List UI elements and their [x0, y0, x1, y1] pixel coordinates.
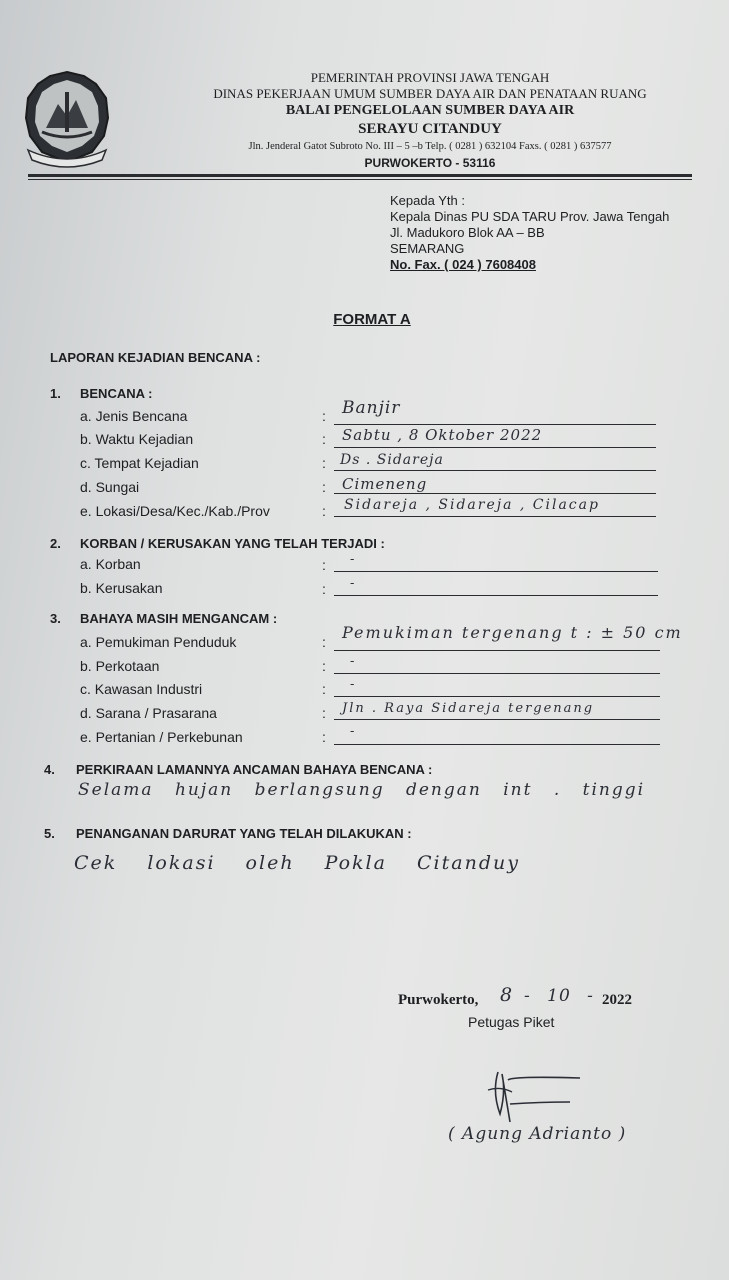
- s1-item-b-colon: :: [322, 431, 326, 447]
- header-line-3: BALAI PENGELOLAAN SUMBER DAYA AIR: [285, 103, 575, 118]
- s1-item-d-line: [334, 493, 656, 494]
- recipient-street: Jl. Madukoro Blok AA – BB: [390, 225, 545, 240]
- recipient-fax: No. Fax. ( 024 ) 7608408: [390, 257, 536, 272]
- provincial-emblem-logo: [22, 70, 112, 170]
- section-5-number: 5.: [44, 826, 55, 841]
- footer-year: 2022: [602, 992, 632, 1008]
- footer-place: Purwokerto,: [398, 992, 479, 1008]
- s2-item-a-line: [334, 571, 658, 572]
- recipient-city: SEMARANG: [390, 241, 465, 256]
- header-line-4: SERAYU CITANDUY: [358, 121, 502, 137]
- footer-signer-name: ( Agung Adrianto ): [448, 1124, 627, 1144]
- s1-item-c-line: [334, 470, 656, 471]
- section-1-title: BENCANA :: [80, 386, 153, 401]
- s1-item-d-label: d. Sungai: [80, 479, 140, 495]
- s3-item-d-label: d. Sarana / Prasarana: [80, 705, 217, 721]
- s3-item-b-line: [334, 673, 660, 674]
- s3-item-e-line: [334, 744, 660, 745]
- recipient-greeting: Kepada Yth :: [390, 193, 465, 208]
- section-5-value: Cek lokasi oleh Pokla Citanduy: [74, 852, 520, 874]
- header-line-2: DINAS PEKERJAAN UMUM SUMBER DAYA AIR DAN PENATAAN RUANG: [213, 86, 647, 101]
- s3-item-c-line: [334, 696, 660, 697]
- header-rule-thin: [28, 179, 692, 180]
- header-city: PURWOKERTO - 53116: [364, 156, 496, 170]
- s2-item-b-colon: :: [322, 581, 326, 597]
- handwritten-signature: [470, 1052, 590, 1132]
- s3-item-a-label: a. Pemukiman Penduduk: [80, 634, 237, 650]
- s1-item-c-value: Ds . Sidareja: [340, 452, 444, 468]
- s1-item-a-colon: :: [322, 408, 326, 424]
- section-2-number: 2.: [50, 536, 61, 551]
- s1-item-e-line: [334, 516, 656, 517]
- s1-item-b-value: Sabtu , 8 Oktober 2022: [342, 426, 543, 444]
- s1-item-d-value: Cimeneng: [342, 475, 428, 493]
- section-1-number: 1.: [50, 386, 61, 401]
- s3-item-a-colon: :: [322, 634, 326, 650]
- recipient-name: Kepala Dinas PU SDA TARU Prov. Jawa Tengah: [390, 209, 670, 224]
- header-line-1: PEMERINTAH PROVINSI JAWA TENGAH: [310, 70, 550, 85]
- s3-item-e-label: e. Pertanian / Perkebunan: [80, 729, 243, 745]
- section-4-value: Selama hujan berlangsung dengan int . tinggi: [78, 780, 646, 800]
- s3-item-c-label: c. Kawasan Industri: [80, 681, 203, 697]
- form-title: FORMAT A: [333, 311, 411, 328]
- s2-item-a-value: -: [350, 552, 356, 567]
- s1-item-e-colon: :: [322, 503, 326, 519]
- header-address: Jln. Jenderal Gatot Subroto No. III – 5 –b Telp. ( 0281 ) 632104 Faxs. ( 0281 ) 637577: [248, 141, 612, 152]
- s1-item-a-line: [334, 424, 656, 425]
- section-4-title: PERKIRAAN LAMANNYA ANCAMAN BAHAYA BENCANA :: [76, 762, 433, 777]
- s2-item-a-colon: :: [322, 557, 326, 573]
- s1-item-a-label: a. Jenis Bencana: [80, 408, 188, 424]
- s1-item-c-colon: :: [322, 455, 326, 471]
- section-4-number: 4.: [44, 762, 55, 777]
- s2-item-b-value: -: [350, 576, 356, 591]
- s2-item-b-label: b. Kerusakan: [80, 580, 163, 596]
- s2-item-a-label: a. Korban: [80, 556, 141, 572]
- s1-item-b-label: b. Waktu Kejadian: [80, 431, 194, 447]
- section-5-title: PENANGANAN DARURAT YANG TELAH DILAKUKAN :: [76, 826, 412, 841]
- s1-item-b-line: [334, 447, 656, 448]
- section-2-title: KORBAN / KERUSAKAN YANG TELAH TERJADI :: [80, 536, 385, 551]
- s3-item-a-line: [334, 650, 660, 651]
- s3-item-b-label: b. Perkotaan: [80, 658, 160, 674]
- s3-item-c-colon: :: [322, 681, 326, 697]
- section-3-number: 3.: [50, 611, 61, 626]
- s1-item-a-value: Banjir: [342, 398, 401, 418]
- header-rule-thick: [28, 174, 692, 177]
- footer-role: Petugas Piket: [468, 1014, 555, 1030]
- s2-item-b-line: [334, 595, 658, 596]
- s3-item-e-colon: :: [322, 729, 326, 745]
- s3-item-b-colon: :: [322, 658, 326, 674]
- s3-item-c-value: -: [350, 677, 356, 692]
- s1-item-e-label: e. Lokasi/Desa/Kec./Kab./Prov: [80, 503, 270, 519]
- s3-item-a-value: Pemukiman tergenang t : ± 50 cm: [342, 623, 683, 642]
- s3-item-e-value: -: [350, 724, 356, 739]
- footer-date-day: 8: [500, 984, 514, 1006]
- s3-item-d-value: Jln . Raya Sidareja tergenang: [342, 701, 595, 716]
- s1-item-e-value: Sidareja , Sidareja , Cilacap: [344, 497, 600, 513]
- s3-item-d-colon: :: [322, 705, 326, 721]
- s3-item-d-line: [334, 719, 660, 720]
- section-3-title: BAHAYA MASIH MENGANCAM :: [80, 611, 278, 626]
- s1-item-d-colon: :: [322, 479, 326, 495]
- report-heading: LAPORAN KEJADIAN BENCANA :: [50, 350, 261, 365]
- footer-date-month: - 10 -: [524, 986, 594, 1006]
- s1-item-c-label: c. Tempat Kejadian: [80, 455, 199, 471]
- s3-item-b-value: -: [350, 654, 356, 669]
